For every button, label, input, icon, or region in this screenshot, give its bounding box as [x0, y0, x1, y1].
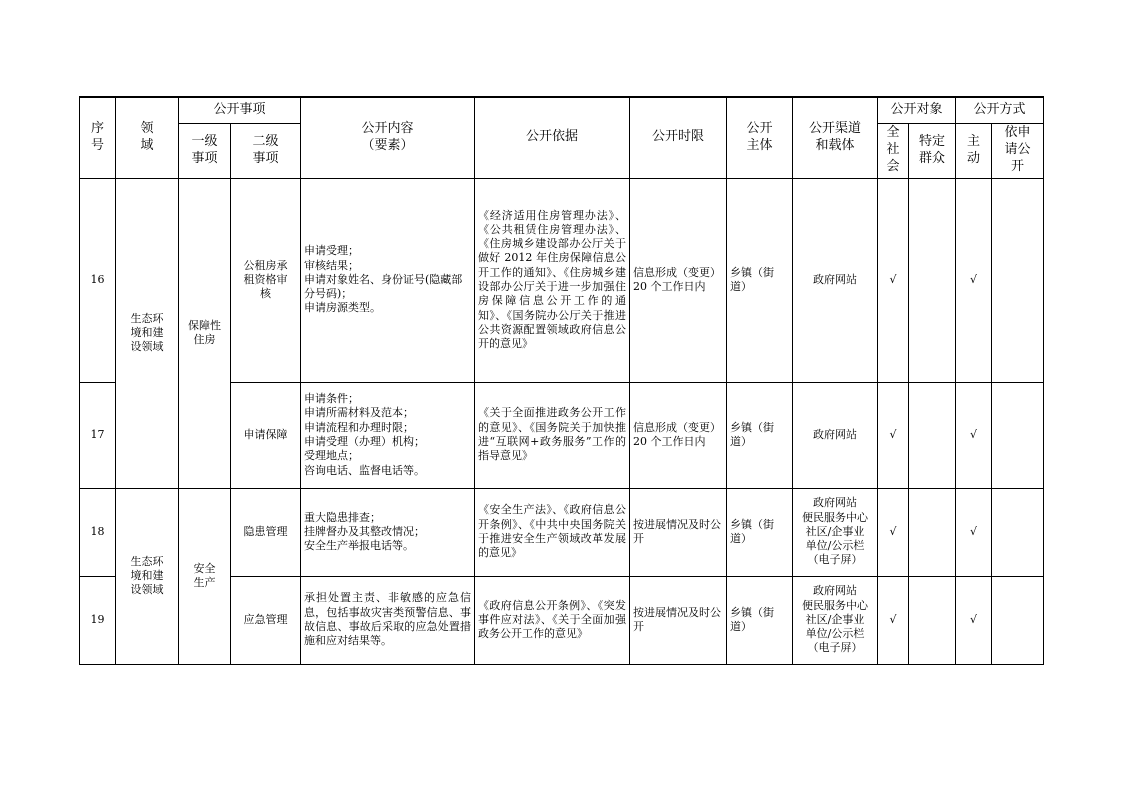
header-field: 领 域	[116, 97, 179, 178]
row-content: 申请受理； 审核结果； 申请对象姓名、身份证号(隐藏部分号码)； 申请房源类型。	[301, 178, 475, 382]
row-time-limit: 信息形成（变更）20 个工作日内	[630, 382, 727, 488]
row-subject: 乡镇（街道）	[727, 178, 793, 382]
header-subject: 公开 主体	[727, 97, 793, 178]
table-row	[80, 488, 1044, 576]
row-all-society: √	[878, 382, 909, 488]
row-seq: 19	[80, 576, 116, 664]
header-seq: 序 号	[80, 97, 116, 178]
row-all-society: √	[878, 178, 909, 382]
row-content: 承担处置主责、非敏感的应急信息，包括事故灾害类预警信息、事故信息、事故后采取的应急处置措施和应对结果等。	[301, 576, 475, 664]
row-basis: 《安全生产法》、《政府信息公开条例》、《中共中央国务院关于推进安全生产领域改革发展的意见》	[475, 488, 630, 576]
header-all-society: 全 社 会	[878, 123, 909, 178]
row-subject: 乡镇（街道）	[727, 576, 793, 664]
row-specific-groups	[909, 382, 956, 488]
row-basis: 《经济适用住房管理办法》、《公共租赁住房管理办法》、《住房城乡建设部办公厅关于做好 2012 年住房保障信息公开工作的通知》、《住房城乡建设部办公厅关于进一步加强住房保障信息公开工作的通知》、《国务院办公厅关于推进公共资源配置领域政府信息公开的意见》	[475, 178, 630, 382]
header-level1: 一级 事项	[179, 123, 231, 178]
row-specific-groups	[909, 488, 956, 576]
row-specific-groups	[909, 178, 956, 382]
header-on-request: 依申 请公 开	[992, 123, 1044, 178]
row-time-limit: 按进展情况及时公开	[630, 488, 727, 576]
row-level1: 安全 生产	[179, 488, 231, 664]
row-level2: 公租房承 租资格审 核	[231, 178, 301, 382]
row-on-request	[992, 488, 1044, 576]
row-time-limit: 信息形成（变更）20 个工作日内	[630, 178, 727, 382]
row-active: √	[956, 576, 992, 664]
header-specific-groups: 特定 群众	[909, 123, 956, 178]
row-on-request	[992, 576, 1044, 664]
row-level2: 申请保障	[231, 382, 301, 488]
row-content: 重大隐患排查； 挂牌督办及其整改情况； 安全生产举报电话等。	[301, 488, 475, 576]
header-time-limit: 公开时限	[630, 97, 727, 178]
row-channel: 政府网站	[793, 178, 878, 382]
row-field: 生态环 境和建 设领域	[116, 488, 179, 664]
row-on-request	[992, 178, 1044, 382]
row-time-limit: 按进展情况及时公开	[630, 576, 727, 664]
row-field: 生态环 境和建 设领域	[116, 178, 179, 488]
row-basis: 《关于全面推进政务公开工作的意见》、《国务院关于加快推进“互联网+政务服务”工作的指导意见》	[475, 382, 630, 488]
row-channel: 政府网站	[793, 382, 878, 488]
header-active: 主 动	[956, 123, 992, 178]
row-subject: 乡镇（街道）	[727, 382, 793, 488]
header-row-top	[80, 97, 1044, 123]
row-level2: 应急管理	[231, 576, 301, 664]
row-active: √	[956, 488, 992, 576]
header-object-group: 公开对象	[878, 97, 956, 123]
row-level1: 保障性 住房	[179, 178, 231, 488]
row-level2: 隐患管理	[231, 488, 301, 576]
header-basis: 公开依据	[475, 97, 630, 178]
header-channel: 公开渠道 和载体	[793, 97, 878, 178]
header-level2: 二级 事项	[231, 123, 301, 178]
row-active: √	[956, 382, 992, 488]
disclosure-table	[79, 96, 1044, 665]
row-all-society: √	[878, 576, 909, 664]
row-specific-groups	[909, 576, 956, 664]
row-channel: 政府网站 便民服务中心 社区/企事业 单位/公示栏 （电子屏）	[793, 576, 878, 664]
header-method-group: 公开方式	[956, 97, 1044, 123]
header-item-group: 公开事项	[179, 97, 301, 123]
row-seq: 16	[80, 178, 116, 382]
row-content: 申请条件； 申请所需材料及范本； 申请流程和办理时限； 申请受理（办理）机构； 受理地点； 咨询电话、监督电话等。	[301, 382, 475, 488]
row-channel: 政府网站 便民服务中心 社区/企事业 单位/公示栏 （电子屏）	[793, 488, 878, 576]
row-active: √	[956, 178, 992, 382]
row-on-request	[992, 382, 1044, 488]
row-all-society: √	[878, 488, 909, 576]
row-subject: 乡镇（街道）	[727, 488, 793, 576]
row-seq: 17	[80, 382, 116, 488]
header-content: 公开内容 （要素）	[301, 97, 475, 178]
row-basis: 《政府信息公开条例》、《突发事件应对法》、《关于全面加强政务公开工作的意见》	[475, 576, 630, 664]
table-row	[80, 178, 1044, 382]
row-seq: 18	[80, 488, 116, 576]
disclosure-table-sheet	[79, 96, 1044, 665]
